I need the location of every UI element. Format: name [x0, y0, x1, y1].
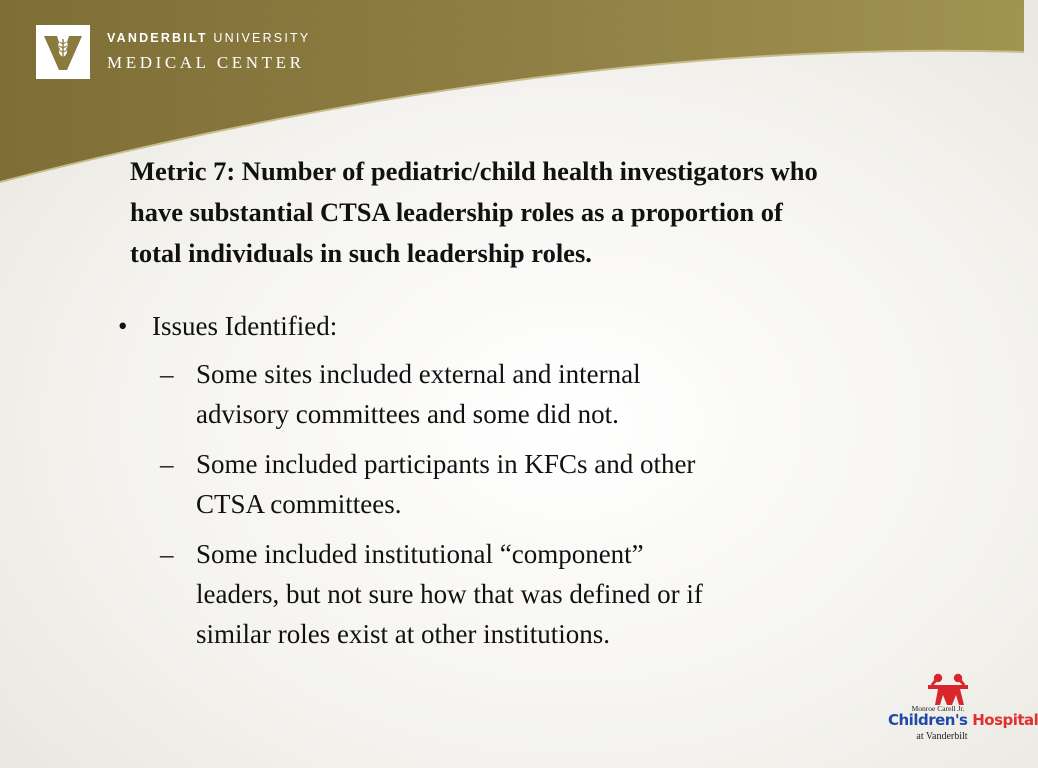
dash-marker: – — [160, 449, 174, 479]
issue-line: Some included participants in KFCs and other — [196, 449, 696, 479]
title-line: total individuals in such leadership roles. — [130, 238, 592, 268]
issue-item — [110, 534, 870, 654]
childrens-hospital-logo — [886, 673, 1038, 753]
vanderbilt-word: VANDERBILT — [107, 31, 208, 45]
dash-marker: – — [160, 359, 174, 389]
issue-line: Some included institutional “component” — [196, 539, 644, 569]
logo-wordmark — [107, 30, 310, 74]
vanderbilt-oak-leaf-icon — [36, 25, 90, 79]
hospital-word: Hospital — [967, 711, 1038, 729]
issue-item — [110, 444, 870, 524]
issue-line: leaders, but not sure how that was defined or if — [196, 579, 703, 609]
bullet-marker: • — [118, 311, 128, 341]
issue-text — [196, 354, 641, 434]
children-figures-icon — [926, 673, 970, 707]
issue-item — [110, 354, 870, 434]
university-name — [107, 30, 310, 46]
issue-text — [196, 534, 703, 654]
bullet-issues-identified — [110, 306, 870, 346]
issue-line: CTSA committees. — [196, 489, 402, 519]
childrens-hospital-wordmark — [888, 711, 1038, 729]
medical-center-name: MEDICAL CENTER — [107, 53, 305, 72]
university-word: UNIVERSITY — [207, 31, 311, 45]
issue-line: advisory committees and some did not. — [196, 399, 619, 429]
vanderbilt-logo — [36, 25, 310, 79]
title-line: Metric 7: Number of pediatric/child health investigators who — [130, 156, 818, 186]
title-line: have substantial CTSA leadership roles as a proportion of — [130, 197, 783, 227]
dash-marker: – — [160, 539, 174, 569]
childrens-word: Children's — [888, 711, 968, 729]
issues-sublist — [110, 354, 870, 654]
slide-title — [130, 151, 1020, 274]
slide-body — [110, 306, 870, 654]
monroe-carell-text: Monroe Carell Jr. — [911, 704, 965, 713]
at-vanderbilt-text: at Vanderbilt — [916, 731, 968, 742]
issue-text — [196, 444, 695, 524]
issue-line: Some sites included external and internal — [196, 359, 641, 389]
issue-line: similar roles exist at other institutions. — [196, 619, 610, 649]
bullet-heading: Issues Identified: — [152, 311, 338, 341]
